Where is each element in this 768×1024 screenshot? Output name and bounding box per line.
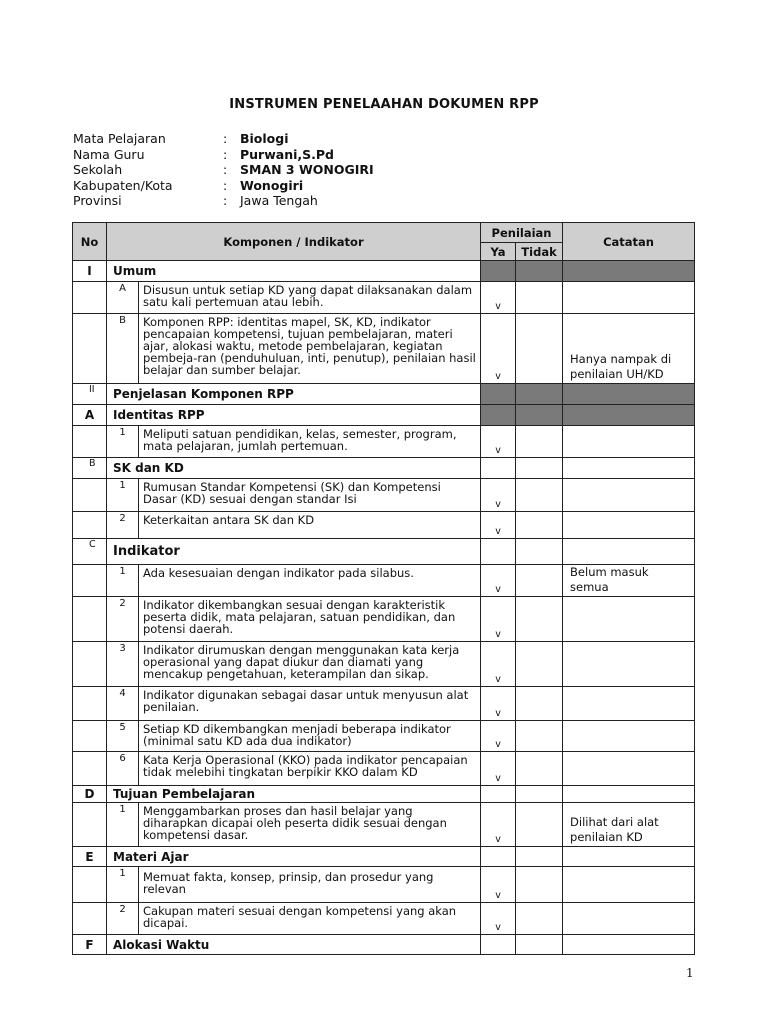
ya-mark: v xyxy=(481,867,516,903)
note-cell xyxy=(563,752,695,786)
table-row xyxy=(73,282,695,314)
section-title: Tujuan Pembelajaran xyxy=(107,786,481,803)
header-ya: Ya xyxy=(481,243,516,261)
header-no: No xyxy=(73,223,107,261)
ya-mark: v xyxy=(481,282,516,314)
section-title: Umum xyxy=(107,261,481,282)
section-row xyxy=(73,261,695,282)
table-row xyxy=(73,903,695,935)
section-title: Indikator xyxy=(107,539,481,565)
table-row xyxy=(73,426,695,458)
page-number: 1 xyxy=(686,966,694,980)
item-number: 6 xyxy=(107,752,139,786)
note-cell xyxy=(563,867,695,903)
section-number: F xyxy=(73,935,107,955)
item-text: Meliputi satuan pendidikan, kelas, semester, program, mata pelajaran, jumlah pertemuan. xyxy=(139,426,481,458)
note-cell xyxy=(563,282,695,314)
table-row xyxy=(73,803,695,847)
note-cell xyxy=(563,426,695,458)
tidak-cell xyxy=(516,512,563,539)
ya-mark: v xyxy=(481,903,516,935)
note-cell xyxy=(563,479,695,512)
tidak-cell xyxy=(516,687,563,721)
section-number: I xyxy=(73,261,107,282)
item-text: Setiap KD dikembangkan menjadi beberapa indikator (minimal satu KD ada dua indikator) xyxy=(139,721,481,752)
tidak-cell xyxy=(516,314,563,384)
item-text: Cakupan materi sesuai dengan kompetensi yang akan dicapai. xyxy=(139,903,481,935)
info-colon: : xyxy=(223,177,228,193)
ya-mark: v xyxy=(481,565,516,597)
info-label: Provinsi xyxy=(73,193,122,208)
note-cell xyxy=(563,721,695,752)
note-cell xyxy=(563,903,695,935)
section-number: C xyxy=(73,539,107,565)
section-number: D xyxy=(73,786,107,803)
tidak-cell xyxy=(516,752,563,786)
note-cell xyxy=(563,512,695,539)
item-text: Komponen RPP: identitas mapel, SK, KD, indikator pencapaian kompetensi, tujuan pembelajaran, materi ajar, alokasi waktu, metode pembelajaran, kegiatan pembeja-ran (penduhuluan, inti, penutup), penilaian hasil belajar dan sumber belajar. xyxy=(139,314,481,384)
tidak-cell xyxy=(516,565,563,597)
item-number: 5 xyxy=(107,721,139,752)
item-number: 2 xyxy=(107,903,139,935)
note-cell: Dilihat dari alat penilaian KD xyxy=(563,803,695,847)
section-title: Identitas RPP xyxy=(107,405,481,426)
table-row xyxy=(73,314,695,384)
table-row xyxy=(73,687,695,721)
note-cell: Belum masuk semua xyxy=(563,565,695,597)
tidak-cell xyxy=(516,867,563,903)
table-row xyxy=(73,479,695,512)
info-value: Wonogiri xyxy=(240,177,304,193)
ya-mark: v xyxy=(481,687,516,721)
item-number: 3 xyxy=(107,642,139,687)
table-row xyxy=(73,721,695,752)
info-label: Sekolah xyxy=(73,162,123,177)
info-colon: : xyxy=(223,131,228,146)
ya-mark: v xyxy=(481,721,516,752)
item-text: Indikator dikembangkan sesuai dengan karakteristik peserta didik, mata pelajaran, satuan pendidikan, dan potensi daerah. xyxy=(139,597,481,642)
table-row xyxy=(73,512,695,539)
info-label: Mata Pelajaran xyxy=(73,131,166,146)
info-colon: : xyxy=(223,162,228,177)
section-title: SK dan KD xyxy=(107,458,481,479)
item-text: Keterkaitan antara SK dan KD xyxy=(139,512,481,539)
header-penilaian: Penilaian xyxy=(481,223,563,243)
item-number: 2 xyxy=(107,512,139,539)
tidak-cell xyxy=(516,479,563,512)
header-tidak: Tidak xyxy=(516,243,563,261)
section-row xyxy=(73,384,695,405)
item-text: Disusun untuk setiap KD yang dapat dilaksanakan dalam satu kali pertemuan atau lebih. xyxy=(139,282,481,314)
ya-mark: v xyxy=(481,479,516,512)
info-label: Kabupaten/Kota xyxy=(73,177,173,193)
tidak-cell xyxy=(516,642,563,687)
tidak-cell xyxy=(516,426,563,458)
ya-mark: v xyxy=(481,597,516,642)
info-value: Jawa Tengah xyxy=(240,193,318,208)
tidak-cell xyxy=(516,282,563,314)
info-colon: : xyxy=(223,146,228,162)
section-row xyxy=(73,847,695,867)
section-number: A xyxy=(73,405,107,426)
item-number: 1 xyxy=(107,426,139,458)
ya-mark: v xyxy=(481,314,516,384)
info-value: Biologi xyxy=(240,131,289,146)
ya-mark: v xyxy=(481,803,516,847)
section-number: E xyxy=(73,847,107,867)
item-text: Rumusan Standar Kompetensi (SK) dan Kompetensi Dasar (KD) sesuai dengan standar Isi xyxy=(139,479,481,512)
note-cell xyxy=(563,642,695,687)
header-komponen: Komponen / Indikator xyxy=(107,223,481,261)
item-text: Indikator digunakan sebagai dasar untuk menyusun alat penilaian. xyxy=(139,687,481,721)
item-number: 4 xyxy=(107,687,139,721)
section-number: B xyxy=(73,458,107,479)
section-title: Penjelasan Komponen RPP xyxy=(107,384,481,405)
item-number: 2 xyxy=(107,597,139,642)
review-table xyxy=(72,222,695,955)
table-row xyxy=(73,642,695,687)
item-letter: A xyxy=(107,282,139,314)
item-text: Ada kesesuaian dengan indikator pada silabus. xyxy=(139,565,481,597)
ya-mark: v xyxy=(481,426,516,458)
item-letter: B xyxy=(107,314,139,384)
note-cell xyxy=(563,687,695,721)
item-text: Memuat fakta, konsep, prinsip, dan prosedur yang relevan xyxy=(139,867,481,903)
item-number: 1 xyxy=(107,803,139,847)
info-value: SMAN 3 WONOGIRI xyxy=(240,162,374,177)
table-row xyxy=(73,565,695,597)
table-row xyxy=(73,752,695,786)
section-number: II xyxy=(73,384,107,405)
note-cell: Hanya nampak di penilaian UH/KD xyxy=(563,314,695,384)
table-row xyxy=(73,597,695,642)
tidak-cell xyxy=(516,721,563,752)
section-title: Materi Ajar xyxy=(107,847,481,867)
section-row xyxy=(73,539,695,565)
ya-mark: v xyxy=(481,512,516,539)
section-row xyxy=(73,405,695,426)
item-text: Kata Kerja Operasional (KKO) pada indikator pencapaian tidak melebihi tingkatan berpikir KKO dalam KD xyxy=(139,752,481,786)
info-label: Nama Guru xyxy=(73,146,145,162)
ya-mark: v xyxy=(481,642,516,687)
tidak-cell xyxy=(516,803,563,847)
note-cell xyxy=(563,597,695,642)
info-value: Purwani,S.Pd xyxy=(240,146,335,162)
item-number: 1 xyxy=(107,867,139,903)
item-number: 1 xyxy=(107,565,139,597)
section-row xyxy=(73,786,695,803)
tidak-cell xyxy=(516,597,563,642)
item-number: 1 xyxy=(107,479,139,512)
ya-mark: v xyxy=(481,752,516,786)
table-row xyxy=(73,867,695,903)
tidak-cell xyxy=(516,903,563,935)
section-row xyxy=(73,935,695,955)
section-row xyxy=(73,458,695,479)
section-title: Alokasi Waktu xyxy=(107,935,481,955)
item-text: Indikator dirumuskan dengan menggunakan kata kerja operasional yang dapat diukur dan diamati yang mencakup pengetahuan, keterampilan dan sikap. xyxy=(139,642,481,687)
info-colon: : xyxy=(223,193,228,208)
document-title: INSTRUMEN PENELAAHAN DOKUMEN RPP xyxy=(229,97,539,112)
item-text: Menggambarkan proses dan hasil belajar yang diharapkan dicapai oleh peserta didik sesuai dengan kompetensi dasar. xyxy=(139,803,481,847)
header-catatan: Catatan xyxy=(563,223,695,261)
